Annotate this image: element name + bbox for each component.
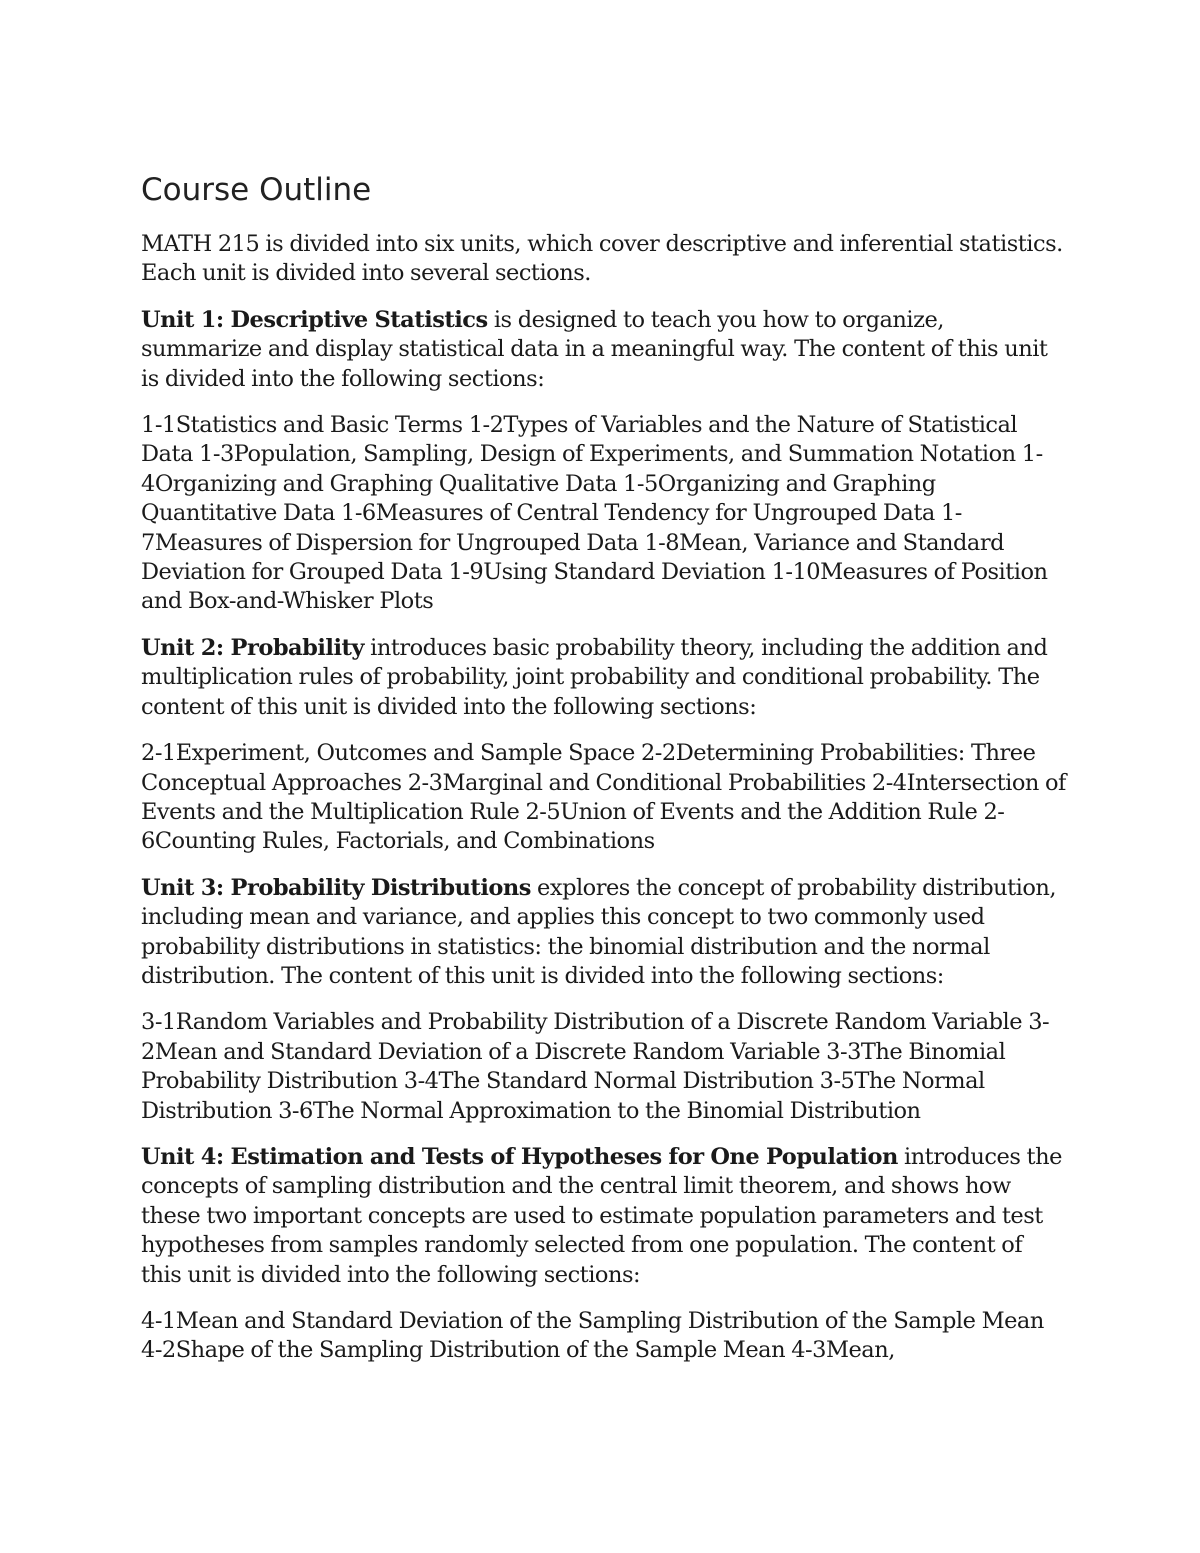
document-page xyxy=(141,170,1066,1383)
unit-2-description xyxy=(141,634,1066,722)
intro-paragraph: MATH 215 is divided into six units, which cover descriptive and inferential statistics. Each unit is divided into several sections. xyxy=(141,231,1063,287)
unit-2-heading: Unit 2: Probability xyxy=(141,634,364,661)
unit-3-description xyxy=(141,874,1066,992)
unit-3-description-text: explores the concept of probability distribution, including mean and variance, and applies this concept to two commonly used probability distributions in statistics: the binomial distribution and the normal distribution. The content of this unit is divided into the following sections: xyxy=(141,874,1057,989)
unit-4-sections: 4-1Mean and Standard Deviation of the Sampling Distribution of the Sample Mean 4-2Shape of the Sampling Distribution of the Sample Mean 4-3Mean, xyxy=(141,1308,1044,1364)
unit-1-sections: 1-1Statistics and Basic Terms 1-2Types of Variables and the Nature of Statistical Data 1-3Population, Sampling, Design of Experiments, and Summation Notation 1-4Organizing and Graphing Qualitative Data 1-5Organizing and Graphing Quantitative Data 1-6Measures of Central Tendency for Ungrouped Data 1-7Measures of Dispersion for Ungrouped Data 1-8Mean, Variance and Standard Deviation for Grouped Data 1-9Using Standard Deviation 1-10Measures of Position and Box-and-Whisker Plots xyxy=(141,412,1048,615)
unit-3-heading: Unit 3: Probability Distributions xyxy=(141,874,531,901)
unit-1-description xyxy=(141,306,1066,394)
unit-4-description xyxy=(141,1143,1066,1290)
unit-1-description-text: is designed to teach you how to organize, summarize and display statistical data in a meaningful way. The content of this unit is divided into the following sections: xyxy=(141,306,1048,392)
page-title: Course Outline xyxy=(141,172,372,208)
unit-4-heading: Unit 4: Estimation and Tests of Hypotheses for One Population xyxy=(141,1143,898,1170)
unit-3-sections: 3-1Random Variables and Probability Distribution of a Discrete Random Variable 3-2Mean and Standard Deviation of a Discrete Random Variable 3-3The Binomial Probability Distribution 3-4The Standard Normal Distribution 3-5The Normal Distribution 3-6The Normal Approximation to the Binomial Distribution xyxy=(141,1009,1050,1124)
unit-4-description-text: introduces the concepts of sampling distribution and the central limit theorem, and shows how these two important concepts are used to estimate population parameters and test hypotheses from samples randomly selected from one population. The content of this unit is divided into the following sections: xyxy=(141,1143,1062,1288)
unit-2-description-text: introduces basic probability theory, including the addition and multiplication rules of probability, joint probability and conditional probability. The content of this unit is divided into the following sections: xyxy=(141,634,1048,720)
unit-1-heading: Unit 1: Descriptive Statistics xyxy=(141,306,488,333)
unit-2-sections: 2-1Experiment, Outcomes and Sample Space 2-2Determining Probabilities: Three Conceptual Approaches 2-3Marginal and Conditional Probabilities 2-4Intersection of Events and the Multiplication Rule 2-5Union of Events and the Addition Rule 2-6Counting Rules, Factorials, and Combinations xyxy=(141,740,1066,855)
